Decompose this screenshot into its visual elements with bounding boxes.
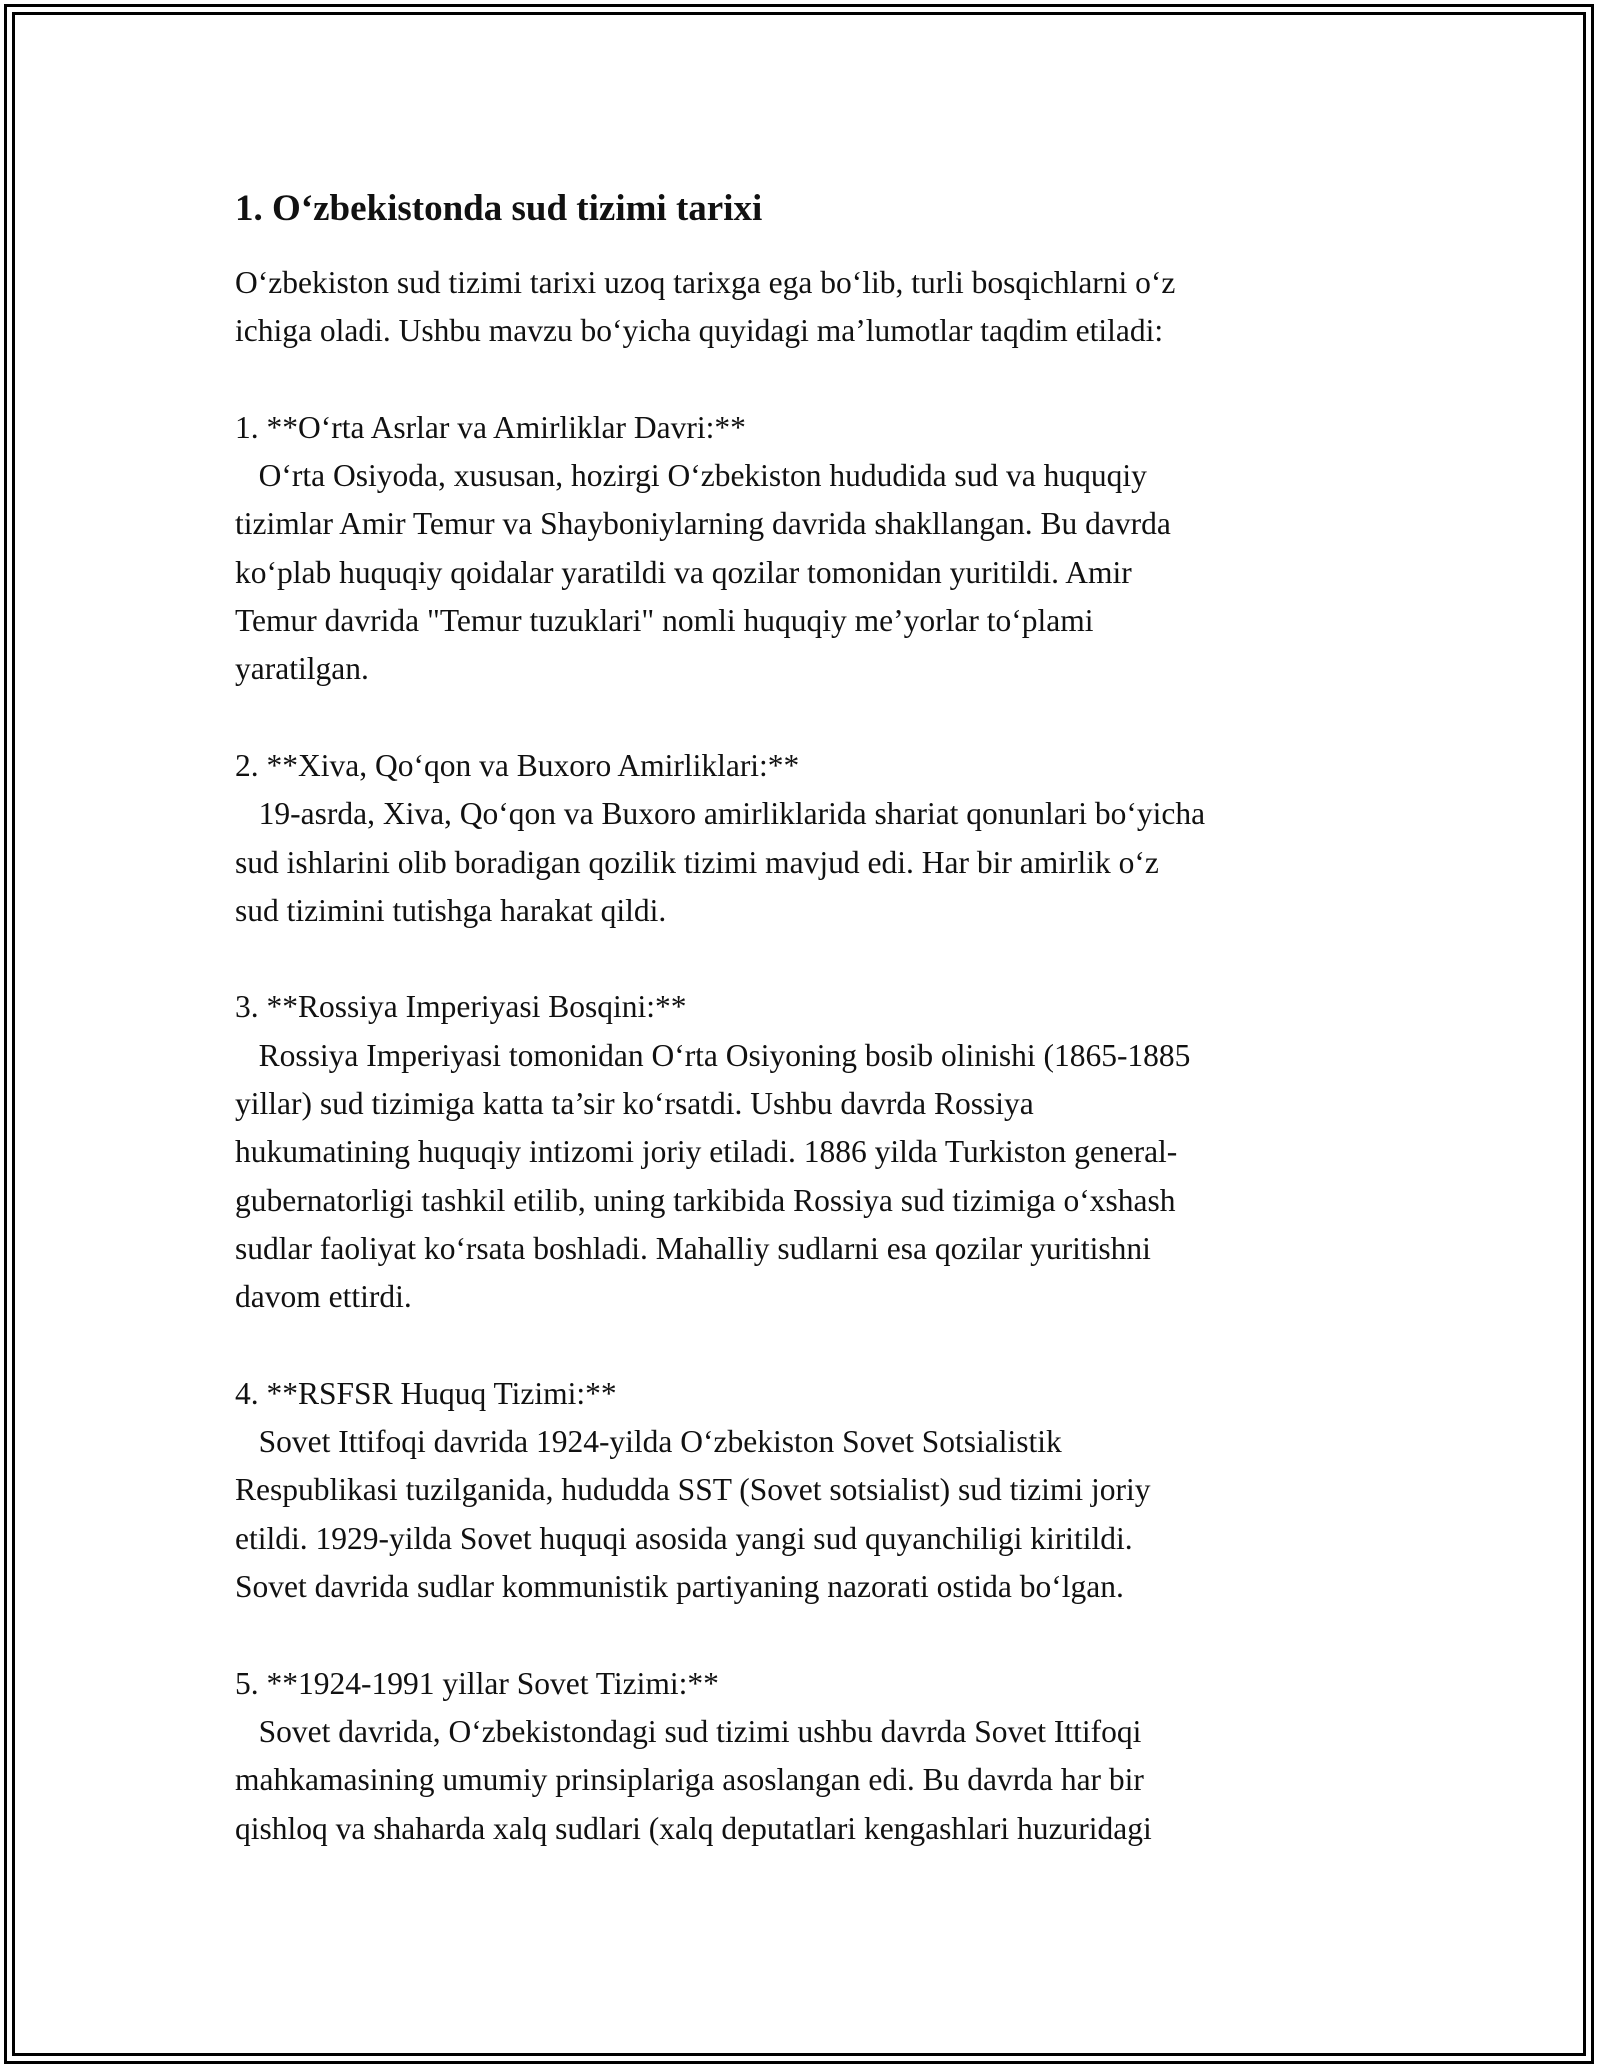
section-1 xyxy=(235,404,1395,694)
text-line: yillar) sud tizimiga katta ta’sir ko‘rsatdi. Ushbu davrda Rossiya xyxy=(235,1086,1034,1122)
text-line: mahkamasining umumiy prinsiplariga asoslangan edi. Bu davrda har bir xyxy=(235,1762,1144,1798)
text-line: ichiga oladi. Ushbu mavzu bo‘yicha quyidagi ma’lumotlar taqdim etiladi: xyxy=(235,313,1164,349)
text-line: tizimlar Amir Temur va Shayboniylarning davrida shakllangan. Bu davrda xyxy=(235,506,1171,542)
section-5 xyxy=(235,1660,1395,1853)
text-line: gubernatorligi tashkil etilib, uning tarkibida Rossiya sud tizimiga o‘xshash xyxy=(235,1182,1176,1218)
section-4 xyxy=(235,1370,1395,1611)
text-line: etildi. 1929-yilda Sovet huquqi asosida yangi sud quyanchiligi kiritildi. xyxy=(235,1520,1133,1556)
section-heading: 1. **O‘rta Asrlar va Amirliklar Davri:** xyxy=(235,409,746,445)
section-3 xyxy=(235,983,1395,1321)
text-line: sud tizimini tutishga harakat qildi. xyxy=(235,892,667,928)
text-line: Temur davrida "Temur tuzuklari" nomli huquqiy me’yorlar to‘plami xyxy=(235,603,1094,639)
paragraph-gap xyxy=(235,356,1395,404)
text-line: qishloq va shaharda xalq sudlari (xalq deputatlari kengashlari huzuridagi xyxy=(235,1810,1152,1846)
text-line: O‘zbekiston sud tizimi tarixi uzoq tarixga ega bo‘lib, turli bosqichlarni o‘z xyxy=(235,265,1176,300)
text-line: yaratilgan. xyxy=(235,651,369,687)
paragraph-gap xyxy=(235,1322,1395,1370)
text-line: ko‘plab huquqiy qoidalar yaratildi va qozilar tomonidan yuritildi. Amir xyxy=(235,554,1132,590)
document-title: 1. O‘zbekistonda sud tizimi tarixi xyxy=(235,188,763,229)
section-2 xyxy=(235,742,1395,935)
text-line: davom ettirdi. xyxy=(235,1279,412,1315)
paragraph-gap xyxy=(235,1611,1395,1659)
text-line: hukumatining huquqiy intizomi joriy etiladi. 1886 yilda Turkiston general- xyxy=(235,1134,1178,1170)
text-line: sudlar faoliyat ko‘rsata boshladi. Mahalliy sudlarni esa qozilar yuritishni xyxy=(235,1230,1151,1266)
text-line: Sovet davrida, O‘zbekistondagi sud tizimi ushbu davrda Sovet Ittifoqi xyxy=(235,1713,1142,1749)
section-heading: 4. **RSFSR Huquq Tizimi:** xyxy=(235,1375,617,1411)
document-body xyxy=(235,185,1395,1853)
text-line: sud ishlarini olib boradigan qozilik tizimi mavjud edi. Har bir amirlik o‘z xyxy=(235,844,1159,880)
text-line: Sovet Ittifoqi davrida 1924-yilda O‘zbekiston Sovet Sotsialistik xyxy=(235,1424,1062,1460)
section-heading: 5. **1924-1991 yillar Sovet Tizimi:** xyxy=(235,1665,719,1701)
text-line: Sovet davrida sudlar kommunistik partiyaning nazorati ostida bo‘lgan. xyxy=(235,1569,1124,1605)
text-line: O‘rta Osiyoda, xususan, hozirgi O‘zbekiston hududida sud va huquqiy xyxy=(235,458,1147,494)
text-line: 19-asrda, Xiva, Qo‘qon va Buxoro amirliklarida shariat qonunlari bo‘yicha xyxy=(235,796,1206,832)
text-line: Rossiya Imperiyasi tomonidan O‘rta Osiyoning bosib olinishi (1865-1885 xyxy=(235,1037,1191,1073)
section-heading: 2. **Xiva, Qo‘qon va Buxoro Amirliklari:** xyxy=(235,747,800,783)
paragraph-gap xyxy=(235,694,1395,742)
text-line: Respublikasi tuzilganida, hududda SST (Sovet sotsialist) sud tizimi joriy xyxy=(235,1472,1151,1508)
paragraph-gap xyxy=(235,935,1395,983)
intro-paragraph xyxy=(235,259,1395,356)
section-heading: 3. **Rossiya Imperiyasi Bosqini:** xyxy=(235,989,687,1025)
